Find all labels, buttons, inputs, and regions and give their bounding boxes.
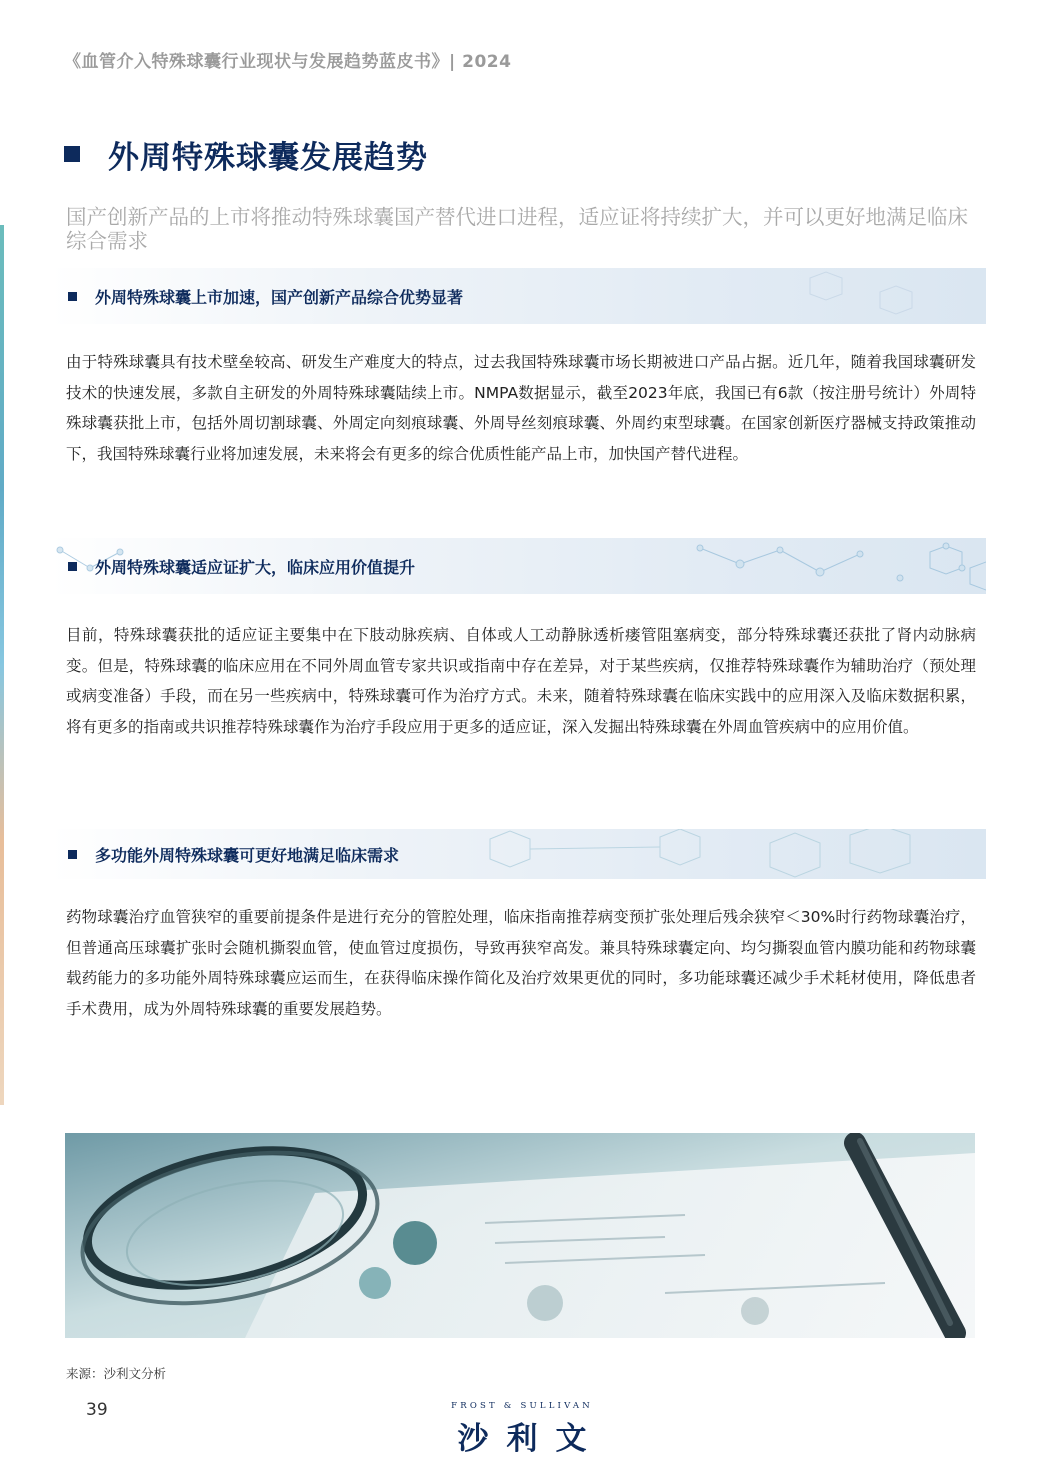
- running-header: 《血管介入特殊球囊行业现状与发展趋势蓝皮书》| 2024: [64, 52, 512, 72]
- section-body-2: 目前，特殊球囊获批的适应证主要集中在下肢动脉疾病、自体或人工动静脉透析瘘管阻塞病变，部分特殊球囊还获批了肾内动脉病变。但是，特殊球囊的临床应用在不同外周血管专家共识或指南中存在差异，对于某些疾病，仅推荐特殊球囊作为辅助治疗（预处理或病变准备）手段，而在另一些疾病中，特殊球囊可作为治疗方式。未来，随着特殊球囊在临床实践中的应用深入及临床数据积累，将有更多的指南或共识推荐特殊球囊作为治疗手段应用于更多的适应证，深入发掘出特殊球囊在外周血管疾病中的应用价值。: [66, 626, 976, 736]
- left-edge-strip: [0, 225, 4, 1105]
- section-heading-bar-1: [50, 268, 986, 324]
- source-note: 来源：沙利文分析: [66, 1366, 167, 1381]
- page-title: [64, 130, 428, 178]
- logo-chinese-text: 沙利文: [457, 1421, 605, 1457]
- page-number: 39: [86, 1400, 108, 1420]
- section-square-bullet: [68, 850, 77, 859]
- page-subtitle: 国产创新产品的上市将推动特殊球囊国产替代进口进程，适应证将持续扩大，并可以更好地满足临床综合需求: [66, 205, 968, 253]
- title-square-bullet: [64, 146, 80, 162]
- section-heading-2: 外周特殊球囊适应证扩大，临床应用价值提升: [95, 557, 416, 577]
- medical-photo: [65, 1133, 975, 1338]
- page-title-text: 外周特殊球囊发展趋势: [108, 139, 428, 176]
- logo-english-text: FROST & SULLIVAN: [451, 1401, 593, 1411]
- section-heading-1: 外周特殊球囊上市加速，国产创新产品综合优势显著: [95, 287, 464, 307]
- section-heading-bar-2: [50, 538, 986, 594]
- section-body-1: 由于特殊球囊具有技术壁垒较高、研发生产难度大的特点，过去我国特殊球囊市场长期被进口产品占据。近几年，随着我国球囊研发技术的快速发展，多款自主研发的外周特殊球囊陆续上市。NMPA数据显示，截至2023年底，我国已有6款（按注册号统计）外周特殊球囊获批上市，包括外周切割球囊、外周定向刻痕球囊、外周导丝刻痕球囊、外周约束型球囊。在国家创新医疗器械支持政策推动下，我国特殊球囊行业将加速发展，未来将会有更多的综合优质性能产品上市，加快国产替代进程。: [66, 353, 976, 463]
- section-heading-3: 多功能外周特殊球囊可更好地满足临床需求: [95, 845, 400, 865]
- section-square-bullet: [68, 292, 77, 301]
- section-heading-bar-3: [50, 829, 986, 879]
- section-square-bullet: [68, 562, 77, 571]
- frost-sullivan-logo: [432, 1401, 612, 1458]
- section-body-3: 药物球囊治疗血管狭窄的重要前提条件是进行充分的管腔处理，临床指南推荐病变预扩张处理后残余狭窄＜30%时行药物球囊治疗，但普通高压球囊扩张时会随机撕裂血管，使血管过度损伤，导致再狭窄高发。兼具特殊球囊定向、均匀撕裂血管内膜功能和药物球囊载药能力的多功能外周特殊球囊应运而生，在获得临床操作简化及治疗效果更优的同时，多功能球囊还减少手术耗材使用，降低患者手术费用，成为外周特殊球囊的重要发展趋势。: [66, 908, 976, 1018]
